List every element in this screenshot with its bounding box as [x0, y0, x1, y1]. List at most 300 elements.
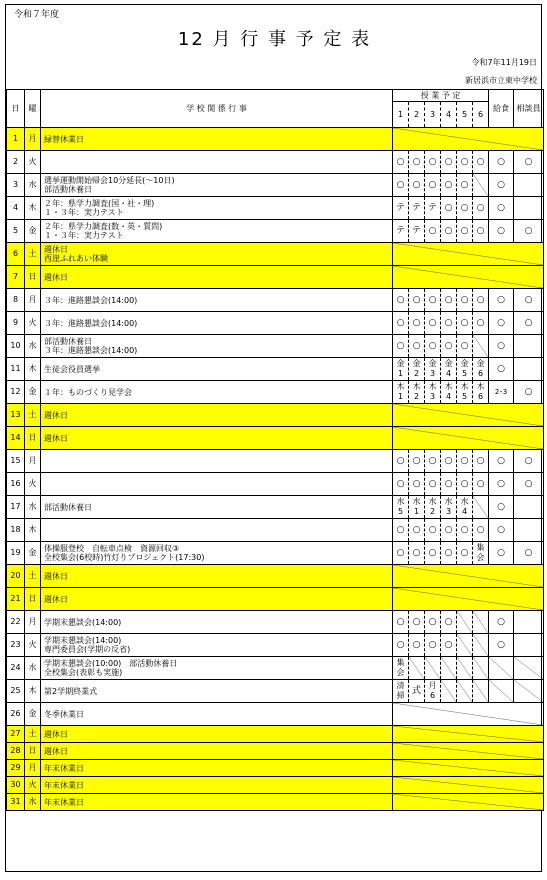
cell-value: ○ — [396, 479, 405, 489]
event-cell — [41, 358, 393, 381]
period-cell — [457, 289, 473, 312]
weekday-cell: 土 — [25, 404, 41, 427]
event-line: １・３年：実力テスト — [44, 208, 124, 217]
event-cell — [41, 220, 393, 243]
lunch-cell — [489, 542, 514, 565]
day-cell: 5 — [7, 220, 25, 243]
event-cell — [41, 289, 393, 312]
cell-value: ○ — [412, 318, 421, 328]
period-cell — [425, 473, 441, 496]
weekday-cell: 水 — [25, 496, 41, 519]
lunch-cell — [489, 289, 514, 312]
period-cell — [473, 542, 489, 565]
cell-value: 集会 — [396, 658, 405, 677]
cell-value: ○ — [476, 525, 485, 535]
cell-value: 清掃 — [396, 681, 405, 700]
cell-value: 集会 — [476, 543, 485, 562]
period-cell — [441, 473, 457, 496]
table-row — [7, 611, 544, 634]
period-cell — [457, 611, 473, 634]
cell-value: ○ — [460, 318, 469, 328]
period-cell — [441, 358, 457, 381]
table-row — [7, 657, 544, 680]
day-cell: 13 — [7, 404, 25, 427]
no-class-cell — [393, 565, 544, 588]
consult-cell — [514, 335, 544, 358]
period-cell — [457, 335, 473, 358]
event-cell — [41, 794, 393, 811]
weekday-cell: 火 — [25, 777, 41, 794]
event-cell — [41, 680, 393, 703]
weekday-cell: 土 — [25, 243, 41, 266]
cell-value: ○ — [460, 456, 469, 466]
table-row — [7, 220, 544, 243]
event-line: １・３年：実力テスト — [44, 231, 124, 240]
day-cell: 10 — [7, 335, 25, 358]
cell-value: ○ — [476, 456, 485, 466]
period-cell — [409, 542, 425, 565]
period-cell — [393, 634, 409, 657]
header-period-5: 5 — [457, 102, 473, 128]
period-cell — [425, 220, 441, 243]
event-line: 生徒会役員選挙 — [44, 364, 100, 374]
period-cell — [441, 381, 457, 404]
lunch-cell — [489, 473, 514, 496]
weekday-cell: 水 — [25, 335, 41, 358]
period-cell — [473, 312, 489, 335]
cell-value: ○ — [460, 341, 469, 351]
period-cell — [425, 542, 441, 565]
cell-value: ○ — [524, 295, 533, 305]
cell-value: ○ — [428, 180, 437, 190]
day-cell: 26 — [7, 703, 25, 726]
cell-value: ○ — [444, 456, 453, 466]
cell-value: ○ — [412, 341, 421, 351]
day-cell: 19 — [7, 542, 25, 565]
event-cell — [41, 726, 393, 743]
cell-value: ○ — [412, 525, 421, 535]
day-cell: 7 — [7, 266, 25, 289]
period-cell — [473, 289, 489, 312]
period-cell — [393, 611, 409, 634]
event-cell — [41, 657, 393, 680]
weekday-cell: 月 — [25, 611, 41, 634]
period-cell — [425, 381, 441, 404]
event-cell — [41, 611, 393, 634]
cell-value: ○ — [460, 525, 469, 535]
period-cell — [441, 680, 457, 703]
school-name: 新居浜市立東中学校 — [465, 76, 537, 85]
weekday-cell: 日 — [25, 266, 41, 289]
header-period-3: 3 — [425, 102, 441, 128]
event-line: 選挙運動開始帰会10分延長(～10日) — [44, 176, 175, 185]
period-cell — [425, 335, 441, 358]
period-cell — [393, 473, 409, 496]
cell-value: ○ — [497, 525, 505, 535]
cell-value: ○ — [396, 617, 405, 627]
consult-cell — [514, 473, 544, 496]
cell-value: ○ — [428, 226, 437, 236]
cell-value: ○ — [444, 295, 453, 305]
cell-value: 水5 — [396, 497, 405, 516]
day-cell: 15 — [7, 450, 25, 473]
cell-value: ○ — [412, 157, 421, 167]
period-cell — [457, 542, 473, 565]
cell-value: 式 — [411, 686, 421, 696]
cell-value: ○ — [524, 318, 533, 328]
day-cell: 14 — [7, 427, 25, 450]
cell-value: ○ — [476, 318, 485, 328]
period-cell — [441, 289, 457, 312]
cell-value: ○ — [460, 548, 469, 558]
table-row — [7, 243, 544, 266]
day-cell: 8 — [7, 289, 25, 312]
period-cell — [425, 289, 441, 312]
cell-value: ○ — [428, 157, 437, 167]
cell-value: ○ — [476, 295, 485, 305]
cell-value: 金1 — [396, 359, 405, 378]
cell-value: ○ — [428, 617, 437, 627]
period-cell — [393, 542, 409, 565]
cell-value: ○ — [444, 341, 453, 351]
table-row — [7, 151, 544, 174]
weekday-cell: 水 — [25, 174, 41, 197]
period-cell — [473, 519, 489, 542]
event-cell — [41, 243, 393, 266]
cell-value: ○ — [412, 180, 421, 190]
period-cell — [473, 197, 489, 220]
period-cell — [441, 542, 457, 565]
cell-value: ○ — [396, 341, 405, 351]
schedule-sheet — [5, 4, 542, 872]
cell-value: ○ — [476, 479, 485, 489]
day-cell: 2 — [7, 151, 25, 174]
consult-cell — [514, 450, 544, 473]
period-cell — [441, 312, 457, 335]
page-title: 12 月 行 事 予 定 表 — [177, 29, 372, 50]
cell-value: 水2 — [428, 497, 437, 516]
period-cell — [473, 151, 489, 174]
event-line: 第2学期終業式 — [44, 686, 98, 696]
cell-value: ○ — [428, 525, 437, 535]
consult-cell — [514, 151, 544, 174]
table-row — [7, 726, 544, 743]
day-cell: 21 — [7, 588, 25, 611]
period-cell — [457, 174, 473, 197]
weekday-cell: 火 — [25, 634, 41, 657]
event-cell — [41, 427, 393, 450]
period-cell — [409, 496, 425, 519]
period-cell — [409, 450, 425, 473]
cell-value: ○ — [497, 341, 505, 351]
period-cell — [409, 657, 425, 680]
consult-cell — [514, 197, 544, 220]
schedule-table — [6, 89, 544, 811]
period-cell — [473, 496, 489, 519]
cell-value: ○ — [497, 456, 505, 466]
header-period-2: 2 — [409, 102, 425, 128]
event-line: ３年：進路懇談会(14:00) — [44, 295, 138, 305]
table-row — [7, 174, 544, 197]
consult-cell — [514, 496, 544, 519]
period-cell — [409, 358, 425, 381]
period-cell — [441, 335, 457, 358]
table-row — [7, 473, 544, 496]
period-cell — [393, 197, 409, 220]
period-cell — [393, 220, 409, 243]
weekday-cell: 木 — [25, 519, 41, 542]
event-line: 全校集会(表彰も実施) — [44, 668, 123, 677]
table-row — [7, 519, 544, 542]
event-cell — [41, 743, 393, 760]
header-period-1: 1 — [393, 102, 409, 128]
header-period-6: 6 — [473, 102, 489, 128]
header-lunch: 給食 — [489, 90, 514, 128]
no-class-cell — [393, 588, 544, 611]
period-cell — [409, 289, 425, 312]
period-cell — [409, 519, 425, 542]
cell-value: ○ — [412, 617, 421, 627]
cell-value: ○ — [412, 479, 421, 489]
day-cell: 11 — [7, 358, 25, 381]
period-cell — [393, 174, 409, 197]
no-class-cell — [393, 743, 544, 760]
period-cell — [441, 151, 457, 174]
consult-cell — [514, 680, 544, 703]
event-line: 学期末懇談会(14:00) — [44, 617, 122, 627]
day-cell: 20 — [7, 565, 25, 588]
cell-value: ○ — [428, 548, 437, 558]
cell-value: ○ — [497, 364, 505, 374]
cell-value: ○ — [396, 456, 405, 466]
event-line: 年末休業日 — [44, 780, 84, 790]
event-cell — [41, 197, 393, 220]
cell-value: ○ — [412, 548, 421, 558]
cell-value: ○ — [396, 640, 405, 650]
event-line: 緑替休業日 — [44, 134, 84, 144]
header-events: 学 校 関 係 行 事 — [41, 90, 393, 128]
period-cell — [457, 151, 473, 174]
weekday-cell: 金 — [25, 703, 41, 726]
period-cell — [473, 473, 489, 496]
table-row — [7, 335, 544, 358]
cell-value: ○ — [444, 318, 453, 328]
event-cell — [41, 473, 393, 496]
period-cell — [457, 220, 473, 243]
consult-cell — [514, 220, 544, 243]
period-cell — [409, 197, 425, 220]
weekday-cell: 木 — [25, 680, 41, 703]
period-cell — [425, 358, 441, 381]
cell-value: ○ — [460, 295, 469, 305]
cell-value: ○ — [428, 295, 437, 305]
weekday-cell: 水 — [25, 657, 41, 680]
cell-value: ○ — [444, 203, 453, 213]
event-line: 体操服登校 自転車点検 資源回収③ — [44, 544, 180, 553]
event-line: 週休日 — [44, 746, 68, 756]
period-cell — [441, 519, 457, 542]
cell-value: 木2 — [412, 382, 421, 401]
no-class-cell — [393, 760, 544, 777]
cell-value: テ — [427, 203, 437, 213]
cell-value: ○ — [428, 318, 437, 328]
cell-value: ○ — [497, 295, 505, 305]
cell-value: ○ — [476, 226, 485, 236]
weekday-cell: 日 — [25, 588, 41, 611]
event-line: 部活動休養日 — [44, 337, 92, 346]
consult-cell — [514, 611, 544, 634]
period-cell — [473, 634, 489, 657]
event-line: 週休日 — [44, 729, 68, 739]
cell-value: テ — [411, 226, 421, 236]
lunch-cell — [489, 151, 514, 174]
table-row — [7, 703, 544, 726]
day-cell: 6 — [7, 243, 25, 266]
event-line: ２年：県学力調査(数・英・質問) — [44, 222, 163, 231]
period-cell — [425, 197, 441, 220]
table-row — [7, 266, 544, 289]
period-cell — [393, 289, 409, 312]
cell-value: ○ — [396, 180, 405, 190]
event-cell — [41, 404, 393, 427]
table-row — [7, 743, 544, 760]
lunch-cell — [489, 634, 514, 657]
cell-value: ○ — [428, 640, 437, 650]
cell-value: ○ — [524, 226, 533, 236]
event-cell — [41, 542, 393, 565]
event-cell — [41, 565, 393, 588]
cell-value: 水3 — [444, 497, 453, 516]
cell-value: ○ — [412, 456, 421, 466]
period-cell — [393, 519, 409, 542]
period-cell — [409, 680, 425, 703]
period-cell — [457, 519, 473, 542]
weekday-cell: 土 — [25, 726, 41, 743]
period-cell — [441, 450, 457, 473]
cell-value: ○ — [497, 180, 505, 190]
event-cell — [41, 588, 393, 611]
cell-value: ○ — [524, 479, 533, 489]
lunch-cell — [489, 450, 514, 473]
event-line: 週休日 — [44, 594, 68, 604]
cell-value: ○ — [396, 548, 405, 558]
cell-value: ○ — [524, 157, 533, 167]
period-cell — [473, 657, 489, 680]
weekday-cell: 日 — [25, 743, 41, 760]
period-cell — [393, 381, 409, 404]
cell-value: ○ — [497, 203, 505, 213]
day-cell: 3 — [7, 174, 25, 197]
event-line: 冬季休業日 — [44, 709, 84, 719]
lunch-cell — [489, 657, 514, 680]
period-cell — [441, 657, 457, 680]
event-line: 年末休業日 — [44, 797, 84, 807]
weekday-cell: 木 — [25, 197, 41, 220]
period-cell — [393, 151, 409, 174]
no-class-cell — [393, 128, 544, 151]
event-line: 週休日 — [44, 272, 68, 282]
table-row — [7, 542, 544, 565]
cell-value: ○ — [524, 387, 533, 397]
event-cell — [41, 174, 393, 197]
day-cell: 16 — [7, 473, 25, 496]
table-row — [7, 450, 544, 473]
weekday-cell: 火 — [25, 312, 41, 335]
period-cell — [409, 174, 425, 197]
no-class-cell — [393, 777, 544, 794]
consult-cell — [514, 289, 544, 312]
table-row — [7, 427, 544, 450]
period-cell — [441, 634, 457, 657]
header-consult: 相談員 — [514, 90, 544, 128]
cell-value: 木3 — [428, 382, 437, 401]
lunch-cell — [489, 174, 514, 197]
period-cell — [425, 611, 441, 634]
period-cell — [409, 381, 425, 404]
day-cell: 23 — [7, 634, 25, 657]
consult-cell — [514, 634, 544, 657]
issue-date: 令和7年11月19日 — [471, 58, 537, 67]
cell-value: テ — [395, 226, 405, 236]
period-cell — [457, 358, 473, 381]
period-cell — [457, 312, 473, 335]
cell-value: 月6 — [428, 681, 437, 700]
table-row — [7, 588, 544, 611]
day-cell: 27 — [7, 726, 25, 743]
cell-value: ○ — [444, 180, 453, 190]
cell-value: ○ — [460, 479, 469, 489]
no-class-cell — [393, 703, 544, 726]
lunch-cell — [489, 335, 514, 358]
lunch-cell — [489, 519, 514, 542]
day-cell: 29 — [7, 760, 25, 777]
event-line: 週休日 — [44, 433, 68, 443]
event-cell — [41, 266, 393, 289]
lunch-cell — [489, 611, 514, 634]
event-line: 専門委員会(学期の反省) — [44, 645, 131, 654]
weekday-cell: 土 — [25, 565, 41, 588]
cell-value: ○ — [396, 295, 405, 305]
event-line: 学期末懇談会(10:00) 部活動休養日 — [44, 659, 178, 668]
cell-value: ○ — [497, 502, 505, 512]
no-class-cell — [393, 266, 544, 289]
period-cell — [393, 312, 409, 335]
event-cell — [41, 381, 393, 404]
cell-value: ○ — [497, 318, 505, 328]
event-line: １年：ものづくり見学会 — [44, 387, 132, 397]
period-cell — [393, 657, 409, 680]
weekday-cell: 月 — [25, 289, 41, 312]
cell-value: ○ — [497, 226, 505, 236]
day-cell: 24 — [7, 657, 25, 680]
lunch-cell — [489, 381, 514, 404]
cell-value: ○ — [412, 640, 421, 650]
table-row — [7, 777, 544, 794]
period-cell — [473, 680, 489, 703]
lunch-cell — [489, 197, 514, 220]
event-cell — [41, 151, 393, 174]
cell-value: ○ — [396, 525, 405, 535]
period-cell — [457, 450, 473, 473]
weekday-cell: 月 — [25, 760, 41, 777]
period-cell — [457, 680, 473, 703]
period-cell — [409, 151, 425, 174]
cell-value: 金2 — [412, 359, 421, 378]
weekday-cell: 火 — [25, 473, 41, 496]
table-row — [7, 565, 544, 588]
cell-value: ○ — [444, 479, 453, 489]
table-row — [7, 760, 544, 777]
